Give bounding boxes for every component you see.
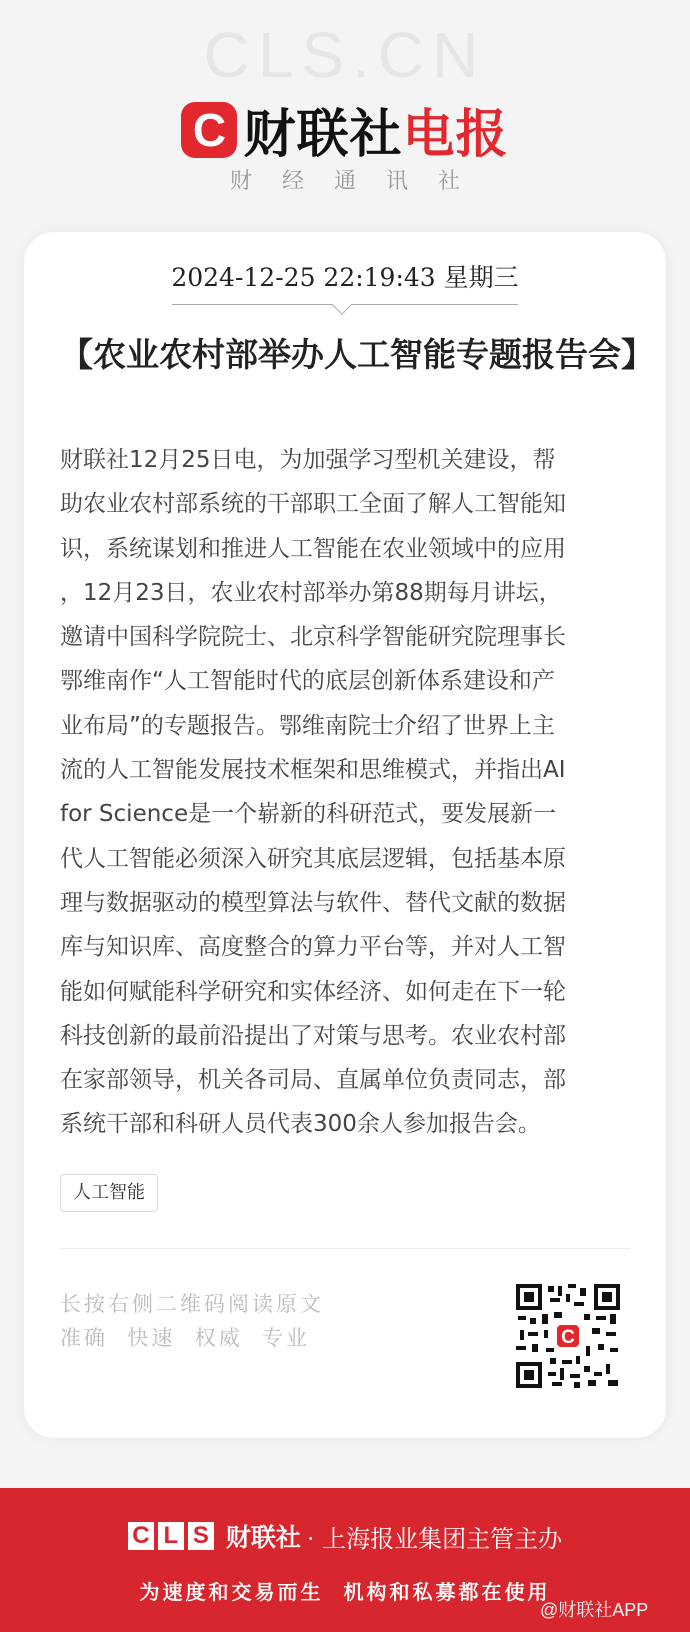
- footer-tagline: 为速度和交易而生 机构和私募都在使用: [139, 1580, 551, 1604]
- article-title: 【农业农村部举办人工智能专题报告会】: [60, 335, 654, 374]
- body-line: 系统干部和科研人员代表300余人参加报告会。: [60, 1111, 541, 1138]
- footer-brand-row: [0, 1518, 690, 1554]
- card-divider: [60, 1248, 630, 1249]
- body-line: 助农业农村部系统的干部职工全面了解人工智能知: [60, 491, 566, 518]
- cls-letter-s: S: [188, 1522, 214, 1550]
- footer-slogan: · 上海报业集团主管主办: [306, 1524, 563, 1553]
- body-line: 在家部领导，机关各司局、直属单位负责同志，部: [60, 1067, 566, 1094]
- header-subtitle: 财经通讯社: [229, 169, 490, 194]
- topic-tag[interactable]: 人工智能: [60, 1174, 158, 1212]
- logo-badge-icon: [181, 102, 237, 158]
- logo-text-red: 电报: [402, 105, 509, 165]
- body-line: for Science是一个崭新的科研范式，要发展新一: [60, 801, 557, 828]
- logo-text-black: 财联社: [243, 105, 403, 165]
- brand-values-text: 准确 快速 权威 专业: [60, 1326, 311, 1350]
- body-line: 科技创新的最前沿提出了对策与思考。农业农村部: [60, 1022, 566, 1049]
- cls-letter-c: C: [128, 1522, 154, 1550]
- body-line: 业布局”的专题报告。鄂维南院士介绍了世界上主: [60, 712, 555, 739]
- svg-text:C: C: [561, 1327, 575, 1348]
- body-line: 流的人工智能发展技术框架和思维模式，并指出AI: [60, 757, 566, 784]
- body-line: 库与知识库、高度整合的算力平台等，并对人工智: [60, 934, 566, 961]
- footer-brand-name: 财联社: [225, 1523, 301, 1552]
- date-notch-icon: [332, 295, 352, 315]
- body-line: 鄂维南作“人工智能时代的底层创新体系建设和产: [60, 668, 555, 695]
- article-datetime: 2024-12-25 22:19:43 星期三: [171, 263, 519, 292]
- body-line: 识，系统谋划和推进人工智能在农业领域中的应用: [60, 535, 566, 562]
- watermark-text: CLS.CN: [203, 19, 487, 91]
- body-line: 代人工智能必须深入研究其底层逻辑，包括基本原: [60, 845, 566, 872]
- article-card: [24, 232, 666, 1438]
- weibo-handle: @财联社APP: [540, 1600, 649, 1620]
- body-line: 理与数据驱动的模型算法与软件、替代文献的数据: [60, 889, 566, 916]
- body-line: 能如何赋能科学研究和实体经济、如何走在下一轮: [60, 978, 566, 1005]
- body-line: 邀请中国科学院院士、北京科学智能研究院理事长: [60, 624, 566, 651]
- brand-logo: [0, 92, 690, 167]
- qr-hint-text: 长按右侧二维码阅读原文: [60, 1292, 324, 1316]
- body-line: 财联社12月25日电，为加强学习型机关建设，帮: [60, 447, 556, 473]
- article-body: [60, 438, 634, 1147]
- logo-letter: C: [192, 103, 227, 156]
- body-line: ，12月23日，农业农村部举办第88期每月讲坛，: [60, 579, 562, 606]
- qr-code-icon[interactable]: [514, 1282, 622, 1390]
- cls-letter-l: L: [158, 1522, 184, 1550]
